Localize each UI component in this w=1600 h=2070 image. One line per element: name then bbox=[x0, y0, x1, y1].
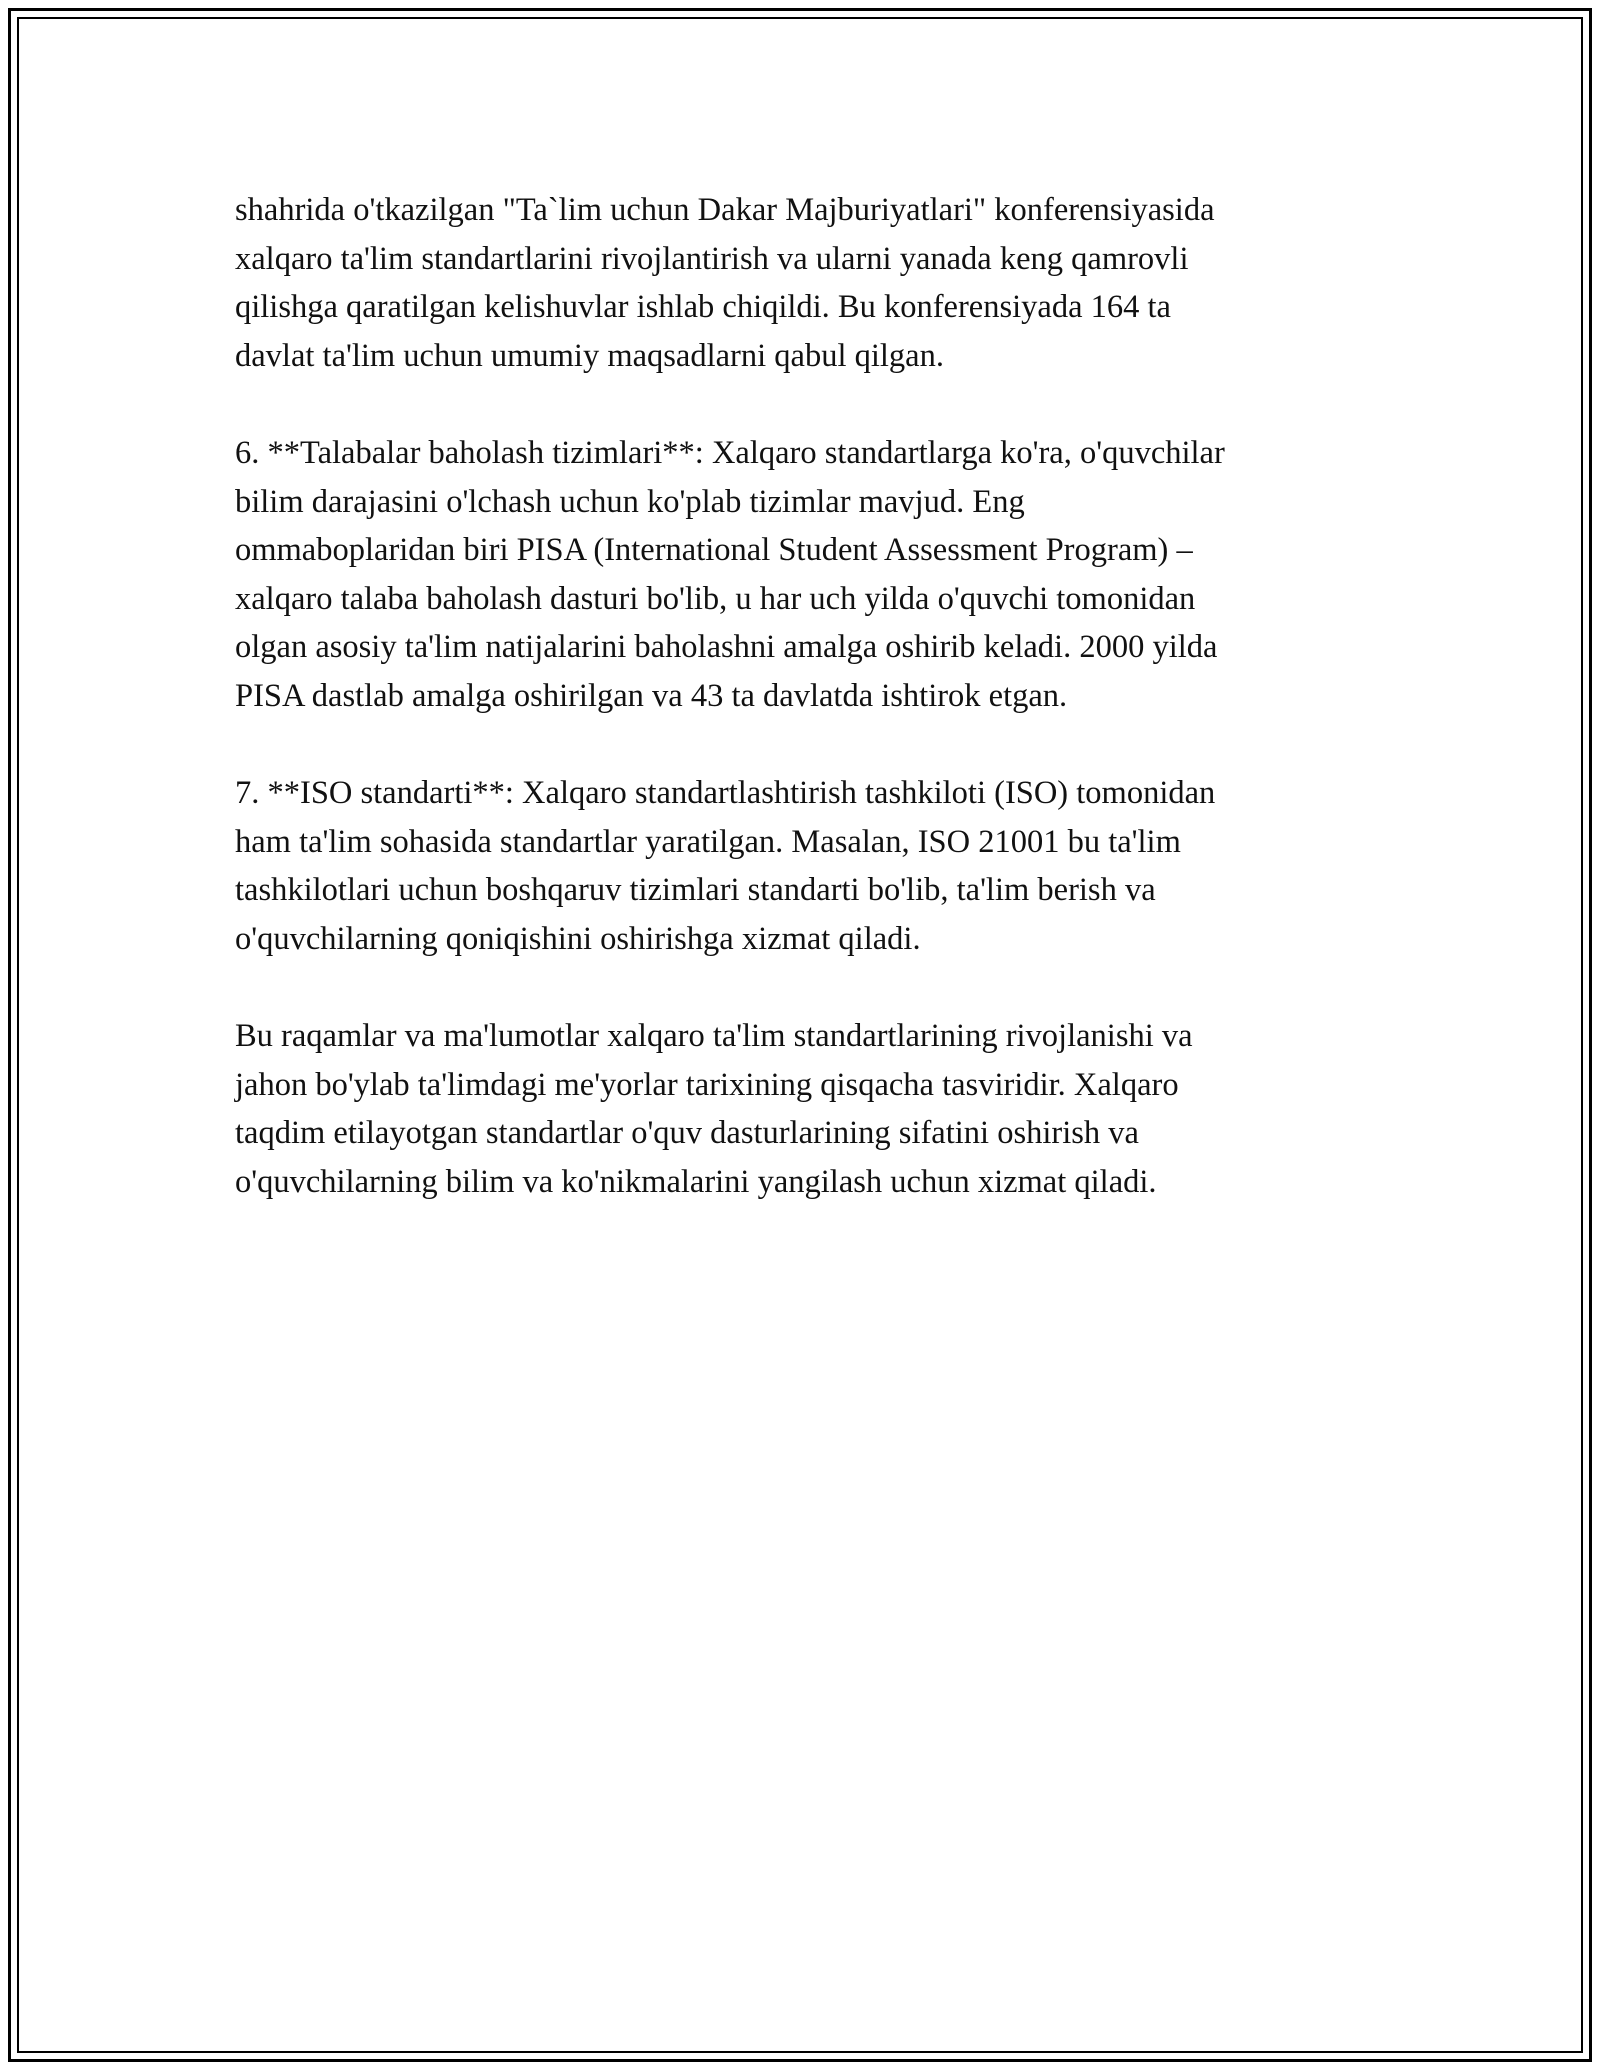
paragraph-conclusion: Bu raqamlar va ma'lumotlar xalqaro ta'lim standartlarining rivojlanishi va jahon bo'ylab ta'limdagi me'yorlar tarixining qisqacha tasviridir. Xalqaro taqdim etilayotgan standartlar o'quv dasturlarining sifatini oshirish va o'quvchilarning bilim va ko'nikmalarini yangilash uchun xizmat qiladi. bbox=[235, 1018, 1193, 1200]
document-body bbox=[235, 186, 1365, 1255]
paragraph-dakar-conference: shahrida o'tkazilgan "Ta`lim uchun Dakar Majburiyatlari" konferensiyasida xalqaro ta'lim standartlarini rivojlantirish va ularni yanada keng qamrovli qilishga qaratilgan kelishuvlar ishlab chiqildi. Bu konferensiyada 164 ta davlat ta'lim uchun umumiy maqsadlarni qabul qilgan. bbox=[235, 192, 1215, 374]
paragraph-iso-standard: 7. **ISO standarti**: Xalqaro standartlashtirish tashkiloti (ISO) tomonidan ham ta'lim sohasida standartlar yaratilgan. Masalan, ISO 21001 bu ta'lim tashkilotlari uchun boshqaruv tizimlari standarti bo'lib, ta'lim berish va o'quvchilarning qoniqishini oshirishga xizmat qiladi. bbox=[235, 775, 1216, 957]
paragraph-assessment-systems: 6. **Talabalar baholash tizimlari**: Xalqaro standartlarga ko'ra, o'quvchilar bilim darajasini o'lchash uchun ko'plab tizimlar mavjud. Eng ommaboplaridan biri PISA (International Student Assessment Program) – xalqaro talaba baholash dasturi bo'lib, u har uch yilda o'quvchi tomonidan olgan asosiy ta'lim natijalarini baholashni amalga oshirib keladi. 2000 yilda PISA dastlab amalga oshirilgan va 43 ta davlatda ishtirok etgan. bbox=[235, 435, 1225, 714]
